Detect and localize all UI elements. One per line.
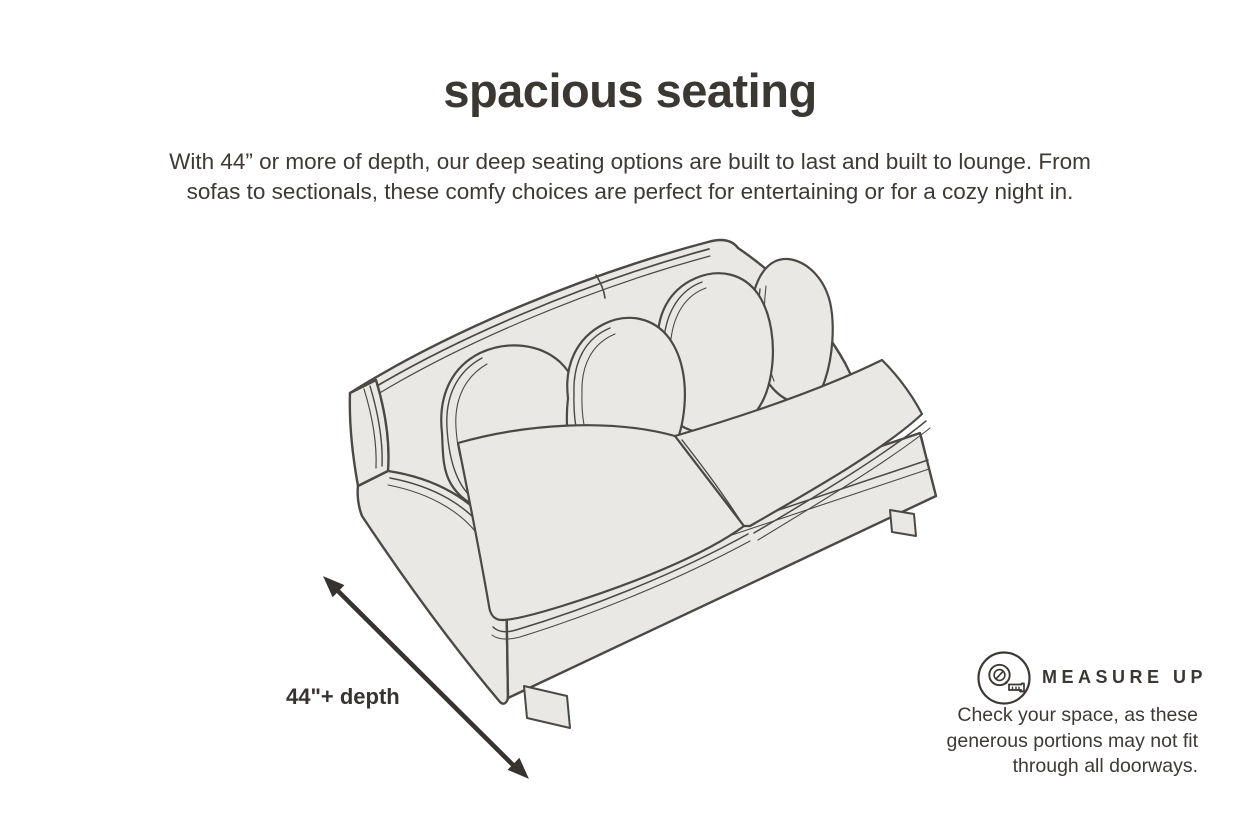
measure-up-line-1: Check your space, as these [957,704,1198,726]
measure-up-description [878,703,1198,780]
depth-dimension-label: 44"+ depth [286,684,400,709]
description-line-2: sofas to sectionals, these comfy choices are perfect for entertaining or for a cozy night in. [186,179,1074,204]
description-line-1: With 44” or more of depth, our deep seating options are built to last and built to lounge. From [169,149,1091,174]
measure-up-line-2: generous portions may not fit [946,729,1198,752]
page-description [115,147,1145,207]
sofa-foot-right [890,510,916,536]
measure-up-heading: MEASURE UP [1042,667,1208,687]
measure-up-line-3: through all doorways. [1012,755,1198,777]
depth-dimension-arrow [305,558,550,793]
measuring-tape-icon [976,650,1032,708]
page-title: spacious seating [443,64,817,117]
